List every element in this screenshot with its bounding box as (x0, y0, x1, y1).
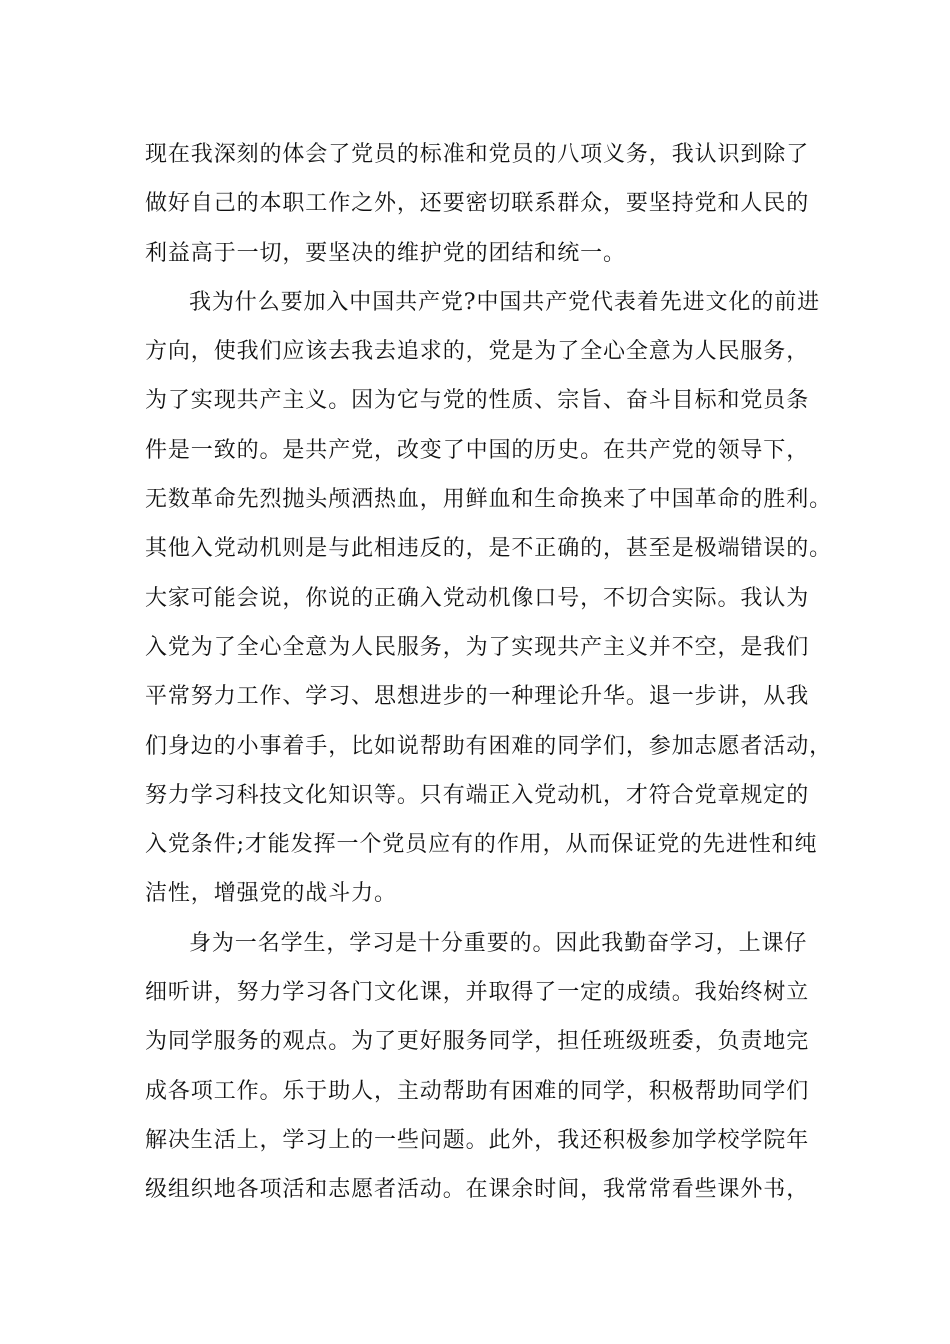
text-line: 平常努力工作、学习、思想进步的一种理论升华。退一步讲，从我 (145, 684, 810, 710)
text-line: 成各项工作。乐于助人，主动帮助有困难的同学，积极帮助同学们 (145, 1078, 810, 1104)
text-line: 无数革命先烈抛头颅洒热血，用鲜血和生命换来了中国革命的胜利。 (145, 487, 833, 513)
text-line: 其他入党动机则是与此相违反的，是不正确的，甚至是极端错误的。 (145, 536, 833, 562)
text-line: 大家可能会说，你说的正确入党动机像口号，不切合实际。我认为 (145, 585, 810, 611)
paragraph-first-line: 我为什么要加入中国共产党?中国共产党代表着先进文化的前进 (189, 289, 820, 315)
text-line: 方向，使我们应该去我去追求的，党是为了全心全意为人民服务， (145, 339, 810, 365)
text-line: 件是一致的。是共产党，改变了中国的历史。在共产党的领导下， (145, 437, 810, 463)
body-text (145, 130, 835, 1215)
text-line: 现在我深刻的体会了党员的标准和党员的八项义务，我认识到除了 (145, 142, 810, 167)
text-line: 做好自己的本职工作之外，还要密切联系群众，要坚持党和人民的 (145, 191, 810, 217)
text-line: 为同学服务的观点。为了更好服务同学，担任班级班委，负责地完 (145, 1029, 810, 1055)
text-line: 入党为了全心全意为人民服务，为了实现共产主义并不空，是我们 (145, 634, 810, 660)
text-line: 入党条件;才能发挥一个党员应有的作用，从而保证党的先进性和纯 (145, 832, 818, 858)
text-line: 洁性，增强党的战斗力。 (145, 881, 397, 907)
text-line: 级组织地各项活和志愿者活动。在课余时间，我常常看些课外书， (145, 1177, 810, 1203)
paragraph-first-line: 身为一名学生，学习是十分重要的。因此我勤奋学习，上课仔 (189, 930, 808, 956)
text-line: 为了实现共产主义。因为它与党的性质、宗旨、奋斗目标和党员条 (145, 388, 810, 414)
text-line: 利益高于一切，要坚决的维护党的团结和统一。 (145, 240, 626, 266)
text-line: 们身边的小事着手，比如说帮助有困难的同学们，参加志愿者活动， (145, 733, 833, 759)
text-line: 解决生活上，学习上的一些问题。此外，我还积极参加学校学院年 (145, 1127, 810, 1153)
text-line: 细听讲，努力学习各门文化课，并取得了一定的成绩。我始终树立 (145, 980, 810, 1006)
text-line: 努力学习科技文化知识等。只有端正入党动机，才符合党章规定的 (145, 782, 810, 808)
